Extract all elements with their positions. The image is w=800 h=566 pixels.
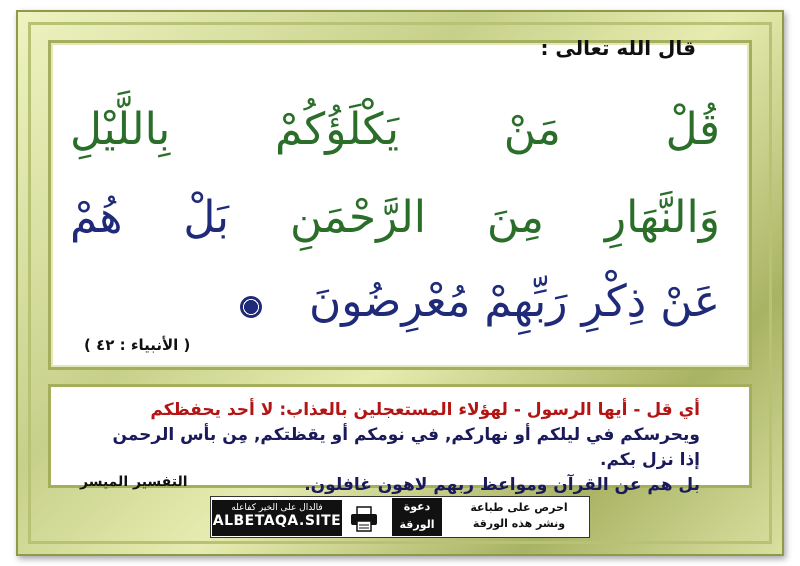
verse-line-2 bbox=[70, 188, 720, 248]
verse-reference: ( الأنبياء : ٤٢ ) bbox=[84, 336, 191, 354]
tafsir-source: التفسير الميسر bbox=[80, 474, 188, 490]
footer-site-block bbox=[212, 500, 342, 536]
verse-line-1: قُلْ مَنْ يَكْلَؤُكُمْ بِاللَّيْلِ bbox=[70, 104, 720, 155]
tafsir-line-1: أي قل - أيها الرسول - لهؤلاء المستعجلين بالعذاب: لا أحد يحفظكم bbox=[150, 400, 700, 420]
footer-proverb: فالدال على الخير كفاعله bbox=[231, 503, 323, 513]
verse-intro: قال الله تعالى : bbox=[540, 36, 696, 60]
tafsir-line-3: بل هم عن القرآن ومواعظ ربهم لاهون غافلون. bbox=[304, 475, 700, 495]
footer-print-note-line-1: احرص على طباعة bbox=[470, 501, 568, 514]
footer-print-note bbox=[452, 500, 586, 536]
ayah-end-icon bbox=[240, 296, 262, 318]
footer-print-note-line-2: ونشر هذه الورقة bbox=[472, 517, 566, 530]
tafsir-line-2: ويحرسكم في ليلكم أو نهاركم, في نومكم أو يقظتكم, مِن بأس الرحمن إذا نزل بكم. bbox=[112, 425, 700, 470]
printer-icon bbox=[350, 506, 378, 532]
footer-site-link[interactable]: ALBETAQA.SITE bbox=[212, 513, 342, 529]
tafsir-text bbox=[100, 398, 700, 498]
verse-line-3: عَنْ ذِكْرِ رَبِّهِمْ مُعْرِضُونَ bbox=[308, 276, 720, 327]
logo: دعوة الورقة bbox=[392, 498, 442, 536]
verse-line-2-part-b: بَلْ هُمْ bbox=[70, 192, 229, 243]
verse-line-2-part-a: وَالنَّهَارِ مِنَ الرَّحْمَنِ bbox=[289, 192, 720, 243]
